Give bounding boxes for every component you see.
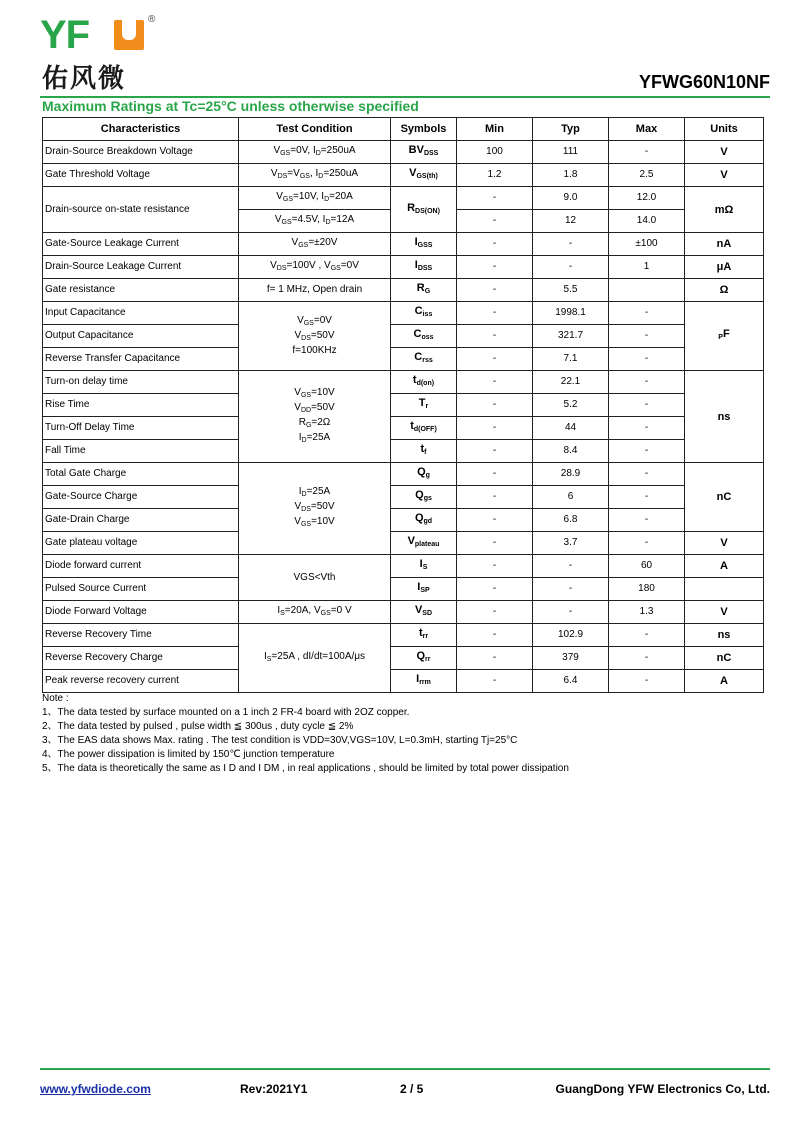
table-row bbox=[43, 394, 764, 417]
characteristic-cell: Diode forward current bbox=[43, 555, 239, 578]
characteristic-cell: Gate-Source Charge bbox=[43, 486, 239, 509]
table-row bbox=[43, 578, 764, 601]
typ-cell: 9.0 bbox=[533, 187, 609, 210]
characteristic-cell: Rise Time bbox=[43, 394, 239, 417]
max-cell: - bbox=[609, 532, 685, 555]
max-cell: - bbox=[609, 509, 685, 532]
typ-cell: 1.8 bbox=[533, 164, 609, 187]
max-cell: - bbox=[609, 325, 685, 348]
characteristic-cell: Drain-Source Leakage Current bbox=[43, 256, 239, 279]
condition-cell: f= 1 MHz, Open drain bbox=[239, 279, 391, 302]
note-item: 1、The data tested by surface mounted on a 1 inch 2 FR-4 board with 2OZ copper. bbox=[42, 707, 410, 718]
max-cell: ±100 bbox=[609, 233, 685, 256]
max-cell: - bbox=[609, 141, 685, 164]
typ-cell: 102.9 bbox=[533, 624, 609, 647]
typ-cell: 12 bbox=[533, 210, 609, 233]
symbol-cell: $Q_g$ bbox=[391, 463, 457, 486]
unit-cell: V bbox=[685, 601, 764, 624]
symbol-cell: $R_{DS(ON)}$ bbox=[391, 187, 457, 233]
symbol-cell: $V_{SD}$ bbox=[391, 601, 457, 624]
table-row bbox=[43, 371, 764, 394]
table-row bbox=[43, 141, 764, 164]
unit-cell: V bbox=[685, 141, 764, 164]
table-header-row bbox=[43, 118, 764, 141]
min-cell: - bbox=[457, 348, 533, 371]
symbol-cell: $Q_{gs}$ bbox=[391, 486, 457, 509]
characteristic-cell: Output Capacitance bbox=[43, 325, 239, 348]
notes-title: Note : bbox=[42, 693, 69, 704]
symbol-cell: $t_{d(OFF)}$ bbox=[391, 417, 457, 440]
typ-cell: 6.4 bbox=[533, 670, 609, 693]
footer-divider bbox=[40, 1068, 770, 1070]
typ-cell: 5.2 bbox=[533, 394, 609, 417]
min-cell: - bbox=[457, 371, 533, 394]
logo-w-mark bbox=[114, 20, 144, 50]
unit-cell: $_P$F bbox=[685, 302, 764, 371]
characteristic-cell: Gate-Source Leakage Current bbox=[43, 233, 239, 256]
col-header: Symbols bbox=[391, 118, 457, 141]
min-cell: - bbox=[457, 647, 533, 670]
min-cell: - bbox=[457, 256, 533, 279]
characteristic-cell: Turn-on delay time bbox=[43, 371, 239, 394]
max-cell: - bbox=[609, 302, 685, 325]
min-cell: 100 bbox=[457, 141, 533, 164]
symbol-cell: $V_{plateau}$ bbox=[391, 532, 457, 555]
characteristic-cell: Fall Time bbox=[43, 440, 239, 463]
unit-cell: A bbox=[685, 670, 764, 693]
symbol-cell: $C_{rss}$ bbox=[391, 348, 457, 371]
characteristic-cell: Reverse Transfer Capacitance bbox=[43, 348, 239, 371]
table-row bbox=[43, 256, 764, 279]
min-cell: - bbox=[457, 670, 533, 693]
logo-letters: YF bbox=[40, 13, 90, 57]
characteristic-cell: Reverse Recovery Charge bbox=[43, 647, 239, 670]
typ-cell: - bbox=[533, 555, 609, 578]
condition-cell: $V_{GS}=\pm 20V$ bbox=[239, 233, 391, 256]
max-cell: 14.0 bbox=[609, 210, 685, 233]
symbol-cell: $T_r$ bbox=[391, 394, 457, 417]
note-item: 3、The EAS data shows Max. rating . The test condition is VDD=30V,VGS=10V, L=0.3mH, starting Tj=25°C bbox=[42, 735, 518, 746]
col-header: Characteristics bbox=[43, 118, 239, 141]
table-row bbox=[43, 555, 764, 578]
min-cell: - bbox=[457, 463, 533, 486]
unit-cell: nC bbox=[685, 647, 764, 670]
characteristic-cell: Gate-Drain Charge bbox=[43, 509, 239, 532]
typ-cell: 22.1 bbox=[533, 371, 609, 394]
table-row bbox=[43, 325, 764, 348]
typ-cell: 28.9 bbox=[533, 463, 609, 486]
max-cell: 1 bbox=[609, 256, 685, 279]
table-row bbox=[43, 440, 764, 463]
min-cell: - bbox=[457, 578, 533, 601]
condition-cell: $V_{DS}=V_{GS}$, $I_D=250uA$ bbox=[239, 164, 391, 187]
min-cell: - bbox=[457, 302, 533, 325]
symbol-cell: $I_{rrm}$ bbox=[391, 670, 457, 693]
max-cell: 2.5 bbox=[609, 164, 685, 187]
unit-cell: V bbox=[685, 532, 764, 555]
table-row bbox=[43, 164, 764, 187]
unit-cell: μA bbox=[685, 256, 764, 279]
typ-cell: - bbox=[533, 256, 609, 279]
symbol-cell: $Q_{rr}$ bbox=[391, 647, 457, 670]
max-cell: 60 bbox=[609, 555, 685, 578]
max-cell: - bbox=[609, 647, 685, 670]
registered-mark: ® bbox=[148, 14, 156, 25]
min-cell: - bbox=[457, 532, 533, 555]
symbol-cell: $t_{rr}$ bbox=[391, 624, 457, 647]
max-cell: 180 bbox=[609, 578, 685, 601]
condition-cell: $V_{GS}=10V$ $V_{DD}=50V$ $R_G=2\Omega$ $I_D=25A$ bbox=[239, 371, 391, 463]
table-row bbox=[43, 601, 764, 624]
characteristic-cell: Turn-Off Delay Time bbox=[43, 417, 239, 440]
max-cell: - bbox=[609, 417, 685, 440]
symbol-cell: $R_G$ bbox=[391, 279, 457, 302]
max-cell: - bbox=[609, 670, 685, 693]
symbol-cell: $t_{d(on)}$ bbox=[391, 371, 457, 394]
symbol-cell: $C_{oss}$ bbox=[391, 325, 457, 348]
min-cell: - bbox=[457, 555, 533, 578]
characteristic-cell: Reverse Recovery Time bbox=[43, 624, 239, 647]
typ-cell: 6 bbox=[533, 486, 609, 509]
characteristic-cell: Gate Threshold Voltage bbox=[43, 164, 239, 187]
min-cell: - bbox=[457, 624, 533, 647]
section-title: Maximum Ratings at Tc=25°C unless otherwise specified bbox=[42, 98, 419, 114]
typ-cell: 3.7 bbox=[533, 532, 609, 555]
min-cell: - bbox=[457, 417, 533, 440]
min-cell: - bbox=[457, 486, 533, 509]
typ-cell: 6.8 bbox=[533, 509, 609, 532]
website-link[interactable]: www.yfwdiode.com bbox=[40, 1082, 151, 1096]
table-row bbox=[43, 624, 764, 647]
page-number: 2 / 5 bbox=[400, 1082, 424, 1096]
col-header: Min bbox=[457, 118, 533, 141]
col-header: Typ bbox=[533, 118, 609, 141]
symbol-cell: $I_{DSS}$ bbox=[391, 256, 457, 279]
symbol-cell: $I_S$ bbox=[391, 555, 457, 578]
unit-cell: ns bbox=[685, 624, 764, 647]
table-row bbox=[43, 348, 764, 371]
max-cell: 1.3 bbox=[609, 601, 685, 624]
max-cell: - bbox=[609, 463, 685, 486]
condition-cell: $I_S=20A$, $V_{GS}=0$ V bbox=[239, 601, 391, 624]
max-cell: 12.0 bbox=[609, 187, 685, 210]
table-row bbox=[43, 417, 764, 440]
table-row bbox=[43, 509, 764, 532]
note-item: 2、The data tested by pulsed , pulse width ≦ 300us , duty cycle ≦ 2% bbox=[42, 721, 354, 732]
characteristic-cell: Total Gate Charge bbox=[43, 463, 239, 486]
table-row bbox=[43, 670, 764, 693]
min-cell: - bbox=[457, 394, 533, 417]
max-ratings-table bbox=[42, 117, 764, 693]
typ-cell: - bbox=[533, 578, 609, 601]
min-cell: - bbox=[457, 325, 533, 348]
typ-cell: 111 bbox=[533, 141, 609, 164]
typ-cell: 379 bbox=[533, 647, 609, 670]
condition-cell: $V_{DS}=100V$ , $V_{GS}=0V$ bbox=[239, 256, 391, 279]
condition-cell: $V_{GS}=10V$, $I_D=20A$ bbox=[239, 187, 391, 210]
characteristic-cell: Pulsed Source Current bbox=[43, 578, 239, 601]
typ-cell: - bbox=[533, 601, 609, 624]
condition-cell: $V_{GS}=4.5V$, $I_D=12A$ bbox=[239, 210, 391, 233]
min-cell: 1.2 bbox=[457, 164, 533, 187]
table-row bbox=[43, 463, 764, 486]
min-cell: - bbox=[457, 210, 533, 233]
max-cell bbox=[609, 279, 685, 302]
typ-cell: 5.5 bbox=[533, 279, 609, 302]
unit-cell: nC bbox=[685, 463, 764, 532]
table-row bbox=[43, 279, 764, 302]
condition-cell: $I_D=25A$ $V_{DS}=50V$ $V_{GS}=10V$ bbox=[239, 463, 391, 555]
unit-cell: V bbox=[685, 164, 764, 187]
min-cell: - bbox=[457, 187, 533, 210]
characteristic-cell: Diode Forward Voltage bbox=[43, 601, 239, 624]
table-row bbox=[43, 486, 764, 509]
typ-cell: 44 bbox=[533, 417, 609, 440]
symbol-cell: $BV_{DSS}$ bbox=[391, 141, 457, 164]
max-cell: - bbox=[609, 394, 685, 417]
table-row bbox=[43, 647, 764, 670]
characteristic-cell: Peak reverse recovery current bbox=[43, 670, 239, 693]
revision-label: Rev:2021Y1 bbox=[240, 1082, 308, 1096]
unit-cell: ns bbox=[685, 371, 764, 463]
note-item: 4、The power dissipation is limited by 150℃ junction temperature bbox=[42, 749, 335, 760]
table-row bbox=[43, 187, 764, 210]
table-row bbox=[43, 302, 764, 325]
symbol-cell: $C_{iss}$ bbox=[391, 302, 457, 325]
note-item: 5、The data is theoretically the same as I D and I DM , in real applications , should be limited by total power dissipation bbox=[42, 763, 569, 774]
col-header: Max bbox=[609, 118, 685, 141]
symbol-cell: $V_{GS(th)}$ bbox=[391, 164, 457, 187]
table-row bbox=[43, 233, 764, 256]
min-cell: - bbox=[457, 440, 533, 463]
typ-cell: - bbox=[533, 233, 609, 256]
characteristic-cell: Gate resistance bbox=[43, 279, 239, 302]
min-cell: - bbox=[457, 279, 533, 302]
condition-cell: $V_{GS}=0V$ $V_{DS}=50V$ f=100KHz bbox=[239, 302, 391, 371]
unit-cell: Ω bbox=[685, 279, 764, 302]
max-cell: - bbox=[609, 624, 685, 647]
typ-cell: 1998.1 bbox=[533, 302, 609, 325]
condition-cell: $V_{GS}=0V$, $I_D=250uA$ bbox=[239, 141, 391, 164]
min-cell: - bbox=[457, 601, 533, 624]
characteristic-cell: Input Capacitance bbox=[43, 302, 239, 325]
characteristic-cell: Gate plateau voltage bbox=[43, 532, 239, 555]
notes-section bbox=[42, 692, 569, 776]
characteristic-cell: Drain-Source Breakdown Voltage bbox=[43, 141, 239, 164]
col-header: Test Condition bbox=[239, 118, 391, 141]
condition-cell: $I_S=25A$ , dI/dt=100A/μs bbox=[239, 624, 391, 693]
logo-chinese-name: 佑风微 bbox=[42, 64, 127, 94]
min-cell: - bbox=[457, 233, 533, 256]
typ-cell: 7.1 bbox=[533, 348, 609, 371]
symbol-cell: $I_{SP}$ bbox=[391, 578, 457, 601]
unit-cell: A bbox=[685, 555, 764, 578]
symbol-cell: $Q_{gd}$ bbox=[391, 509, 457, 532]
characteristic-cell: Drain-source on-state resistance bbox=[43, 187, 239, 233]
min-cell: - bbox=[457, 509, 533, 532]
max-cell: - bbox=[609, 440, 685, 463]
symbol-cell: $t_f$ bbox=[391, 440, 457, 463]
company-name: GuangDong YFW Electronics Co, Ltd. bbox=[555, 1082, 770, 1096]
unit-cell bbox=[685, 578, 764, 601]
max-cell: - bbox=[609, 371, 685, 394]
max-cell: - bbox=[609, 348, 685, 371]
table-row bbox=[43, 532, 764, 555]
col-header: Units bbox=[685, 118, 764, 141]
max-cell: - bbox=[609, 486, 685, 509]
typ-cell: 321.7 bbox=[533, 325, 609, 348]
unit-cell: mΩ bbox=[685, 187, 764, 233]
condition-cell: VGS<Vth bbox=[239, 555, 391, 601]
company-logo bbox=[40, 14, 160, 94]
unit-cell: nA bbox=[685, 233, 764, 256]
part-number: YFWG60N10NF bbox=[638, 72, 770, 92]
symbol-cell: $I_{GSS}$ bbox=[391, 233, 457, 256]
typ-cell: 8.4 bbox=[533, 440, 609, 463]
